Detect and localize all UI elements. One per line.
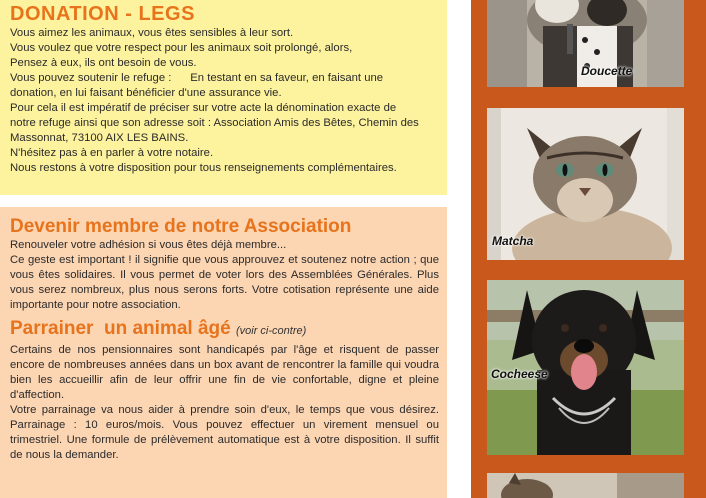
membership-panel bbox=[0, 207, 447, 498]
membership-body-text: Ce geste est important ! il signifie que vous approuvez et soutenez notre action ; que vous êtes solidaires. Il vous permet de voter lors des Assemblées Générales. Plus vous serez nombreux, plus nous serons forts. Votre cotisation représente une aide importante pour notre association. bbox=[10, 254, 439, 311]
caption-doucette: Doucette bbox=[581, 64, 633, 78]
sponsor-details-text: Votre parrainage va nous aider à prendre soin d'eux, le temps que vous désirez. Parrainage : 10 euros/mois. Vous pouvez effectuer un virement mensuel ou trimestriel. Une formule de prélèvement automatique est à votre disposition. Il suffit de nous la demander. bbox=[10, 404, 439, 461]
donation-panel bbox=[0, 0, 447, 195]
photo-matcha bbox=[487, 108, 684, 260]
donation-line: Vous voulez que votre respect pour les animaux soit prolongé, alors, bbox=[10, 42, 353, 54]
membership-renew-text: Renouveler votre adhésion si vous êtes déjà membre... bbox=[10, 239, 287, 251]
caption-matcha: Matcha bbox=[492, 234, 534, 248]
donation-line: Vous aimez les animaux, vous êtes sensibles à leur sort. bbox=[10, 27, 294, 39]
donation-line: N'hésitez pas à en parler à votre notaire. bbox=[10, 147, 214, 159]
donation-line: Massonnat, 73100 AIX LES BAINS. bbox=[10, 132, 189, 144]
photo-doucette bbox=[487, 0, 684, 87]
donation-line: Nous restons à votre disposition pour tous renseignements complémentaires. bbox=[10, 162, 397, 174]
cat-photo-icon bbox=[487, 473, 684, 498]
donation-title: DONATION - LEGS bbox=[10, 3, 195, 25]
donation-line: Vous pouvez soutenir le refuge : En testant en sa faveur, en faisant une bbox=[10, 72, 384, 84]
caption-cocheese: Cocheese bbox=[491, 367, 548, 381]
sponsor-aside: (voir ci-contre) bbox=[235, 325, 307, 337]
donation-line: donation, en lui faisant bénéficier d'une assurance vie. bbox=[10, 87, 282, 99]
donation-line: notre refuge ainsi que son adresse soit : Association Amis des Bêtes, Chemin des bbox=[10, 117, 419, 129]
donation-line: Pensez à eux, ils ont besoin de vous. bbox=[10, 57, 197, 69]
photo-partial-cat bbox=[487, 473, 684, 498]
photo-cocheese bbox=[487, 280, 684, 455]
animal-photo-sidebar bbox=[471, 0, 706, 498]
sponsor-title bbox=[10, 317, 439, 343]
membership-title: Devenir membre de notre Association bbox=[10, 216, 352, 237]
donation-line: Pour cela il est impératif de préciser sur votre acte la dénomination exacte de bbox=[10, 102, 397, 114]
sponsor-title-text: Parrainer un animal âgé bbox=[10, 318, 231, 339]
sponsor-body-text: Certains de nos pensionnaires sont handicapés par l'âge et risquent de passer encore de nombreuses années dans un box avant de rencontrer la famille qui voudra bien les accueillir afin de leur offrir une fin de vie confortable, digne et pleine d'affection. bbox=[10, 344, 439, 401]
